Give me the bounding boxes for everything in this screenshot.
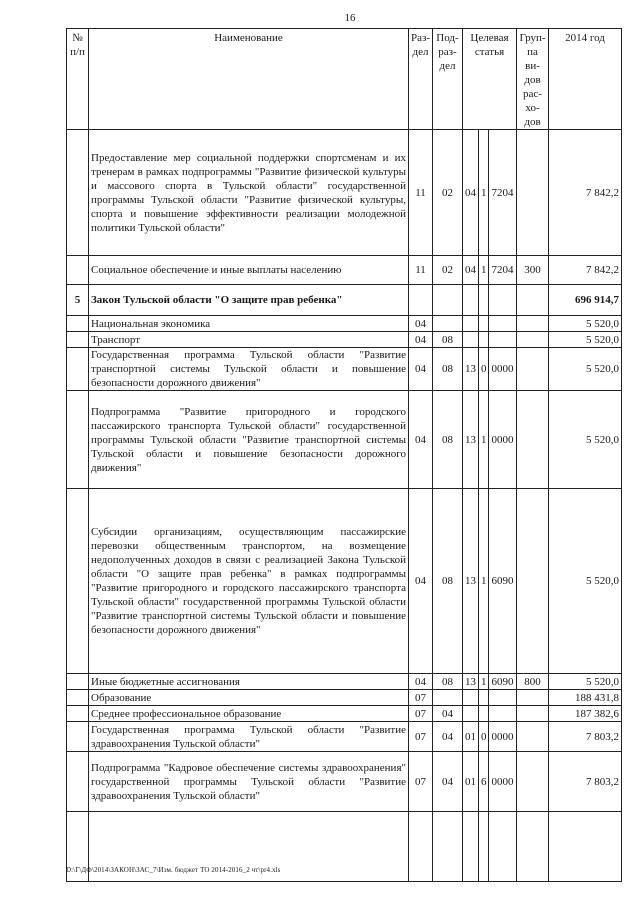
- cell-num: [67, 722, 89, 752]
- cell-cs3: [489, 285, 517, 316]
- cell-group: [517, 489, 549, 674]
- cell-name: Государственная программа Тульской области "Развитие здравоохранения Тульской области": [89, 722, 409, 752]
- cell-cs3: 0000: [489, 391, 517, 489]
- cell-cs3: 6090: [489, 674, 517, 690]
- cell-podrazdel: [433, 316, 463, 332]
- cell-group: 300: [517, 256, 549, 285]
- cell-podrazdel: 08: [433, 674, 463, 690]
- cell-name: Среднее профессиональное образование: [89, 706, 409, 722]
- cell-cs2: [479, 332, 489, 348]
- cell-cs3: [489, 690, 517, 706]
- cell-cs1: [463, 706, 479, 722]
- table-row: [67, 256, 622, 285]
- cell-amount: 7 842,2: [549, 130, 622, 256]
- cell-cs1: 13: [463, 674, 479, 690]
- cell-podrazdel: 08: [433, 348, 463, 391]
- table-row: [67, 722, 622, 752]
- cell-amount: 5 520,0: [549, 332, 622, 348]
- cell-amount: 7 803,2: [549, 722, 622, 752]
- cell-name: Субсидии организациям, осуществляющим пассажирские перевозки общественным транспортом, на возмещение недополученных доходов в связи с реализацией Закона Тульской области "О защите прав ребенка" в рамках подпрограммы "Развитие пригородного и городского пассажирского транспорта Тульской области" государственной программы Тульской области "Развитие транспортной системы Тульской области и повышение безопасности дорожного движения": [89, 489, 409, 674]
- cell-cs2: [479, 706, 489, 722]
- cell-cs1: [463, 316, 479, 332]
- cell-num: [67, 332, 89, 348]
- cell-name: Закон Тульской области "О защите прав ребенка": [89, 285, 409, 316]
- header-group: Груп-па ви-дов рас-хо-дов: [517, 29, 549, 130]
- cell-group: [517, 812, 549, 882]
- cell-podrazdel: 02: [433, 130, 463, 256]
- cell-podrazdel: [433, 285, 463, 316]
- cell-cs3: [489, 316, 517, 332]
- header-num: № п/п: [67, 29, 89, 130]
- cell-group: [517, 348, 549, 391]
- table-row: [67, 391, 622, 489]
- cell-amount: 5 520,0: [549, 674, 622, 690]
- cell-cs1: [463, 690, 479, 706]
- cell-cs3: [489, 706, 517, 722]
- header-target: Целевая статья: [463, 29, 517, 130]
- cell-cs2: 1: [479, 256, 489, 285]
- page-number: 16: [344, 12, 356, 24]
- cell-cs1: 13: [463, 489, 479, 674]
- cell-group: [517, 722, 549, 752]
- cell-amount: 5 520,0: [549, 316, 622, 332]
- cell-razdel: 07: [409, 722, 433, 752]
- cell-cs3: [489, 812, 517, 882]
- cell-razdel: 04: [409, 348, 433, 391]
- cell-cs1: 13: [463, 391, 479, 489]
- cell-name: Иные бюджетные ассигнования: [89, 674, 409, 690]
- cell-podrazdel: 08: [433, 332, 463, 348]
- cell-name: Подпрограмма "Кадровое обеспечение системы здравоохранения" государственной программы Тульской области "Развитие здравоохранения Тульской области": [89, 752, 409, 812]
- cell-razdel: 04: [409, 674, 433, 690]
- cell-cs2: [479, 812, 489, 882]
- cell-cs2: 0: [479, 348, 489, 391]
- table-row: [67, 130, 622, 256]
- cell-num: [67, 674, 89, 690]
- cell-razdel: 04: [409, 332, 433, 348]
- cell-cs3: 6090: [489, 489, 517, 674]
- cell-razdel: [409, 285, 433, 316]
- cell-razdel: 04: [409, 489, 433, 674]
- footer-file-path: D:\Г\ДФ\2014\ЗАКОН\ЗАС_7\Изм. бюджет ТО 2014-2016_2 чт\pr4.xls: [66, 866, 281, 874]
- cell-cs2: [479, 316, 489, 332]
- cell-cs2: 1: [479, 489, 489, 674]
- cell-amount: 5 520,0: [549, 489, 622, 674]
- cell-podrazdel: 08: [433, 391, 463, 489]
- cell-group: [517, 391, 549, 489]
- cell-podrazdel: 02: [433, 256, 463, 285]
- cell-group: [517, 285, 549, 316]
- cell-cs2: 6: [479, 752, 489, 812]
- table-row: [67, 752, 622, 812]
- table-header-row: [67, 29, 622, 130]
- table-row: [67, 332, 622, 348]
- cell-podrazdel: [433, 812, 463, 882]
- header-year: 2014 год: [549, 29, 622, 130]
- header-podrazdel: Под-раз-дел: [433, 29, 463, 130]
- cell-cs1: 04: [463, 256, 479, 285]
- cell-num: [67, 348, 89, 391]
- table-row: [67, 690, 622, 706]
- table-body: [67, 130, 622, 882]
- cell-razdel: 11: [409, 130, 433, 256]
- cell-num: [67, 391, 89, 489]
- cell-name: Транспорт: [89, 332, 409, 348]
- cell-cs1: [463, 812, 479, 882]
- table-row: [67, 489, 622, 674]
- cell-group: [517, 752, 549, 812]
- cell-razdel: 04: [409, 316, 433, 332]
- cell-podrazdel: 08: [433, 489, 463, 674]
- table-row: [67, 674, 622, 690]
- cell-num: [67, 489, 89, 674]
- table-row: [67, 316, 622, 332]
- cell-podrazdel: 04: [433, 706, 463, 722]
- cell-razdel: 07: [409, 706, 433, 722]
- cell-razdel: [409, 812, 433, 882]
- cell-cs3: [489, 332, 517, 348]
- cell-group: [517, 332, 549, 348]
- cell-group: [517, 690, 549, 706]
- cell-cs2: 1: [479, 130, 489, 256]
- cell-amount: 5 520,0: [549, 391, 622, 489]
- cell-name: Подпрограмма "Развитие пригородного и городского пассажирского транспорта Тульской области" государственной программы Тульской области "Развитие транспортной системы Тульской области и повышение безопасности дорожного движения": [89, 391, 409, 489]
- table-row: [67, 348, 622, 391]
- cell-num: [67, 706, 89, 722]
- cell-razdel: 04: [409, 391, 433, 489]
- budget-table: [66, 28, 622, 882]
- cell-cs3: 0000: [489, 722, 517, 752]
- cell-cs3: 7204: [489, 256, 517, 285]
- cell-amount: 696 914,7: [549, 285, 622, 316]
- cell-razdel: 11: [409, 256, 433, 285]
- table-row: [67, 285, 622, 316]
- cell-group: 800: [517, 674, 549, 690]
- table-row: [67, 706, 622, 722]
- cell-num: [67, 256, 89, 285]
- cell-cs2: 1: [479, 391, 489, 489]
- cell-amount: 7 803,2: [549, 752, 622, 812]
- cell-group: [517, 130, 549, 256]
- cell-razdel: 07: [409, 752, 433, 812]
- cell-amount: 188 431,8: [549, 690, 622, 706]
- cell-name: Государственная программа Тульской области "Развитие транспортной системы Тульской области и повышение безопасности дорожного движения": [89, 348, 409, 391]
- cell-name: Образование: [89, 690, 409, 706]
- cell-cs2: 0: [479, 722, 489, 752]
- cell-amount: 5 520,0: [549, 348, 622, 391]
- cell-cs2: 1: [479, 674, 489, 690]
- cell-cs1: 04: [463, 130, 479, 256]
- cell-cs1: [463, 332, 479, 348]
- cell-cs3: 0000: [489, 348, 517, 391]
- cell-podrazdel: 04: [433, 722, 463, 752]
- cell-amount: 7 842,2: [549, 256, 622, 285]
- cell-podrazdel: [433, 690, 463, 706]
- cell-amount: [549, 812, 622, 882]
- header-name: Наименование: [89, 29, 409, 130]
- cell-num: [67, 752, 89, 812]
- cell-amount: 187 382,6: [549, 706, 622, 722]
- cell-cs3: 7204: [489, 130, 517, 256]
- cell-razdel: 07: [409, 690, 433, 706]
- cell-cs1: 01: [463, 722, 479, 752]
- header-razdel: Раз-дел: [409, 29, 433, 130]
- cell-num: 5: [67, 285, 89, 316]
- cell-name: Предоставление мер социальной поддержки спортсменам и их тренерам в рамках подпрограммы "Развитие физической культуры и массового спорта в Тульской области" государственной программы Тульской области "Развитие физической культуры, спорта и повышение эффективности реализации молодежной политики Тульской области": [89, 130, 409, 256]
- cell-num: [67, 130, 89, 256]
- cell-num: [67, 690, 89, 706]
- cell-group: [517, 706, 549, 722]
- cell-cs2: [479, 690, 489, 706]
- cell-name: Национальная экономика: [89, 316, 409, 332]
- cell-cs1: 13: [463, 348, 479, 391]
- cell-group: [517, 316, 549, 332]
- cell-cs3: 0000: [489, 752, 517, 812]
- cell-cs1: [463, 285, 479, 316]
- cell-name: Социальное обеспечение и иные выплаты населению: [89, 256, 409, 285]
- cell-num: [67, 316, 89, 332]
- cell-podrazdel: 04: [433, 752, 463, 812]
- cell-cs2: [479, 285, 489, 316]
- cell-cs1: 01: [463, 752, 479, 812]
